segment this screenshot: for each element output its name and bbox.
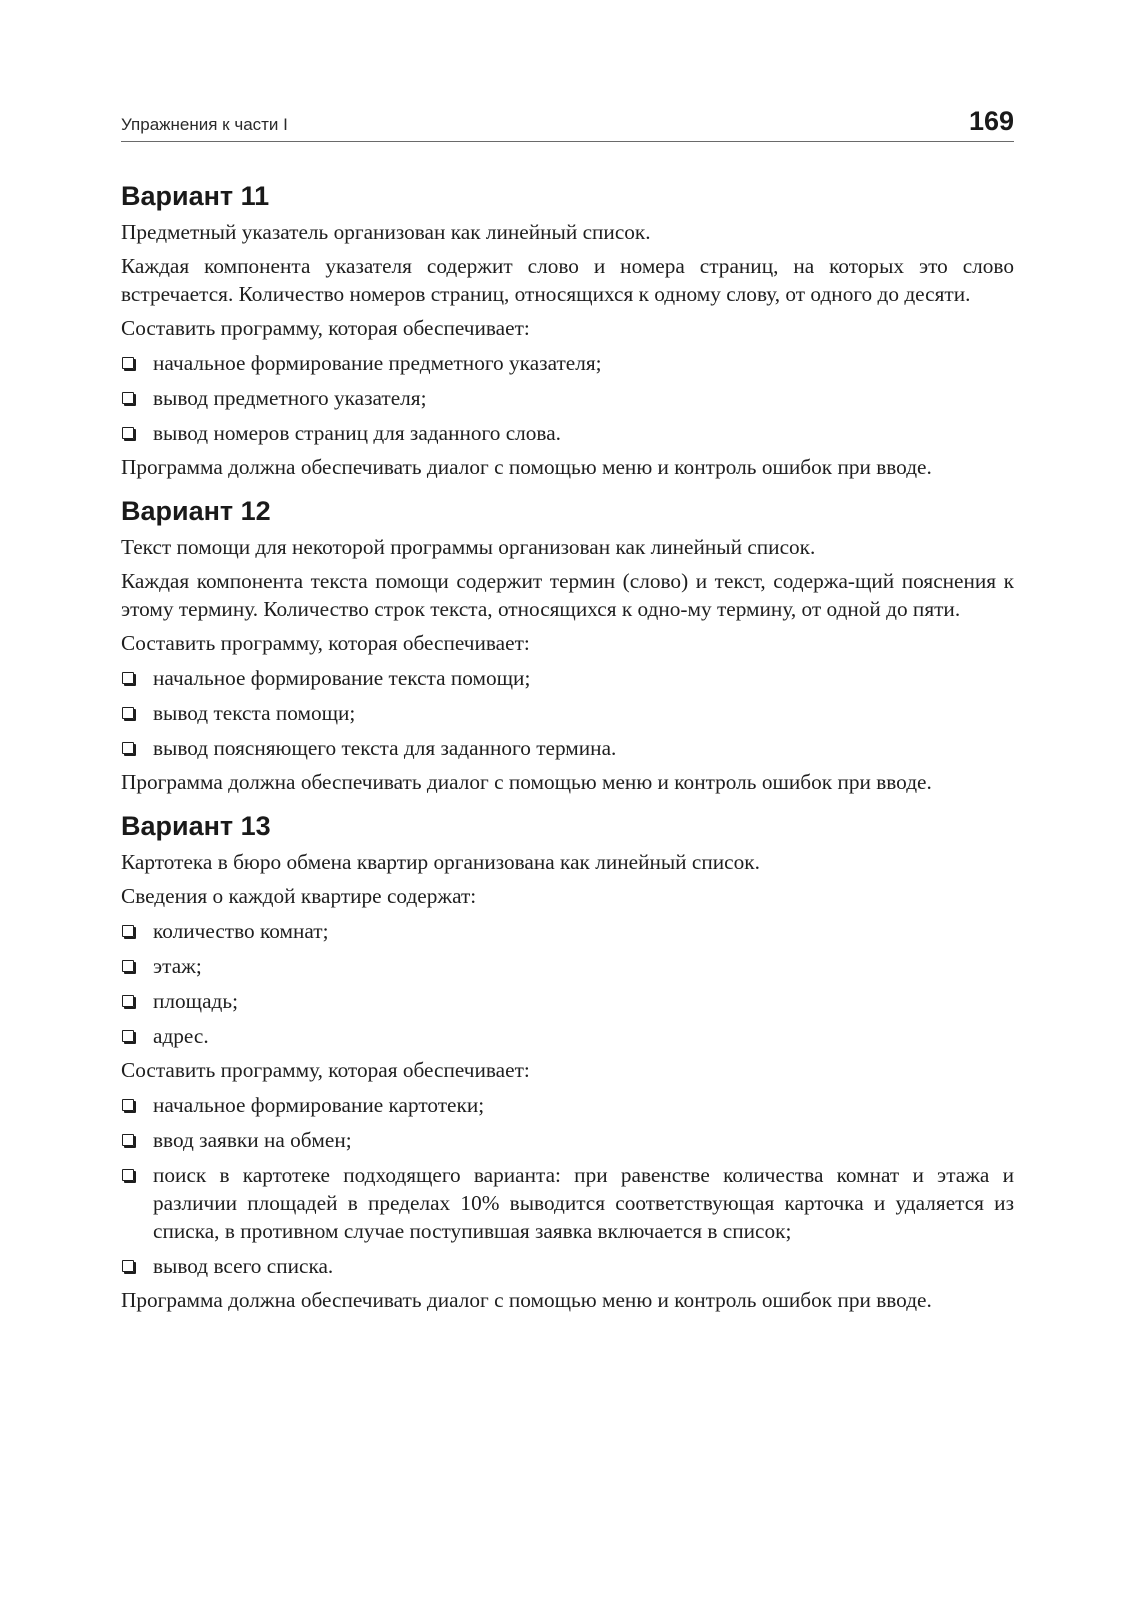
paragraph: Составить программу, которая обеспечивает: — [121, 631, 530, 655]
list-item-text: площадь; — [153, 989, 238, 1013]
paragraph: Каждая компонента указателя содержит слово и номера страниц, на которых это слово встречается. Количество номеров страниц, относящихся к одному слову, от одного до десяти. — [121, 254, 1014, 306]
task-list — [121, 349, 1014, 447]
list-item — [121, 987, 1014, 1015]
list-item — [121, 1252, 1014, 1280]
variant-11-section — [121, 180, 1014, 481]
checkbox-bullet-icon — [122, 672, 134, 684]
variant-12-section — [121, 495, 1014, 796]
paragraph: Предметный указатель организован как линейный список. — [121, 220, 651, 244]
list-item — [121, 664, 1014, 692]
list-item — [121, 1161, 1014, 1245]
list-item — [121, 349, 1014, 377]
list-item — [121, 952, 1014, 980]
running-header — [121, 108, 1014, 142]
checkbox-bullet-icon — [122, 742, 134, 754]
variant-13-section — [121, 810, 1014, 1314]
checkbox-bullet-icon — [122, 925, 134, 937]
variant-heading: Вариант 13 — [121, 811, 271, 841]
list-item-text: вывод текста помощи; — [153, 701, 356, 725]
checkbox-bullet-icon — [122, 1099, 134, 1111]
page-number: 169 — [968, 106, 1014, 136]
paragraph: Сведения о каждой квартире содержат: — [121, 884, 477, 908]
paragraph: Программа должна обеспечивать диалог с помощью меню и контроль ошибок при вводе. — [121, 1288, 932, 1312]
list-item — [121, 699, 1014, 727]
list-item-text: ввод заявки на обмен; — [153, 1128, 352, 1152]
list-item-text: начальное формирование картотеки; — [153, 1093, 485, 1117]
paragraph: Каждая компонента текста помощи содержит термин (слово) и текст, содержа-щий пояснения к этому термину. Количество строк текста, относящихся к одно-му термину, от одной до пяти. — [121, 569, 1014, 621]
book-page — [121, 108, 1014, 1314]
field-list — [121, 917, 1014, 1050]
list-item — [121, 1022, 1014, 1050]
running-header-title: Упражнения к части I — [121, 115, 288, 134]
list-item — [121, 384, 1014, 412]
variant-heading: Вариант 12 — [121, 496, 271, 526]
list-item-text: количество комнат; — [153, 919, 329, 943]
checkbox-bullet-icon — [122, 1169, 134, 1181]
paragraph: Картотека в бюро обмена квартир организована как линейный список. — [121, 850, 760, 874]
list-item-text: поиск в картотеке подходящего варианта: при равенстве количества комнат и этажа и различии площадей в пределах 10% выводится соответствующая карточка и удаляется из списка, в противном случае поступившая заявка включается в список; — [153, 1163, 1014, 1243]
list-item-text: адрес. — [153, 1024, 209, 1048]
checkbox-bullet-icon — [122, 1030, 134, 1042]
checkbox-bullet-icon — [122, 427, 134, 439]
checkbox-bullet-icon — [122, 960, 134, 972]
paragraph: Программа должна обеспечивать диалог с помощью меню и контроль ошибок при вводе. — [121, 455, 932, 479]
paragraph: Текст помощи для некоторой программы организован как линейный список. — [121, 535, 816, 559]
checkbox-bullet-icon — [122, 995, 134, 1007]
checkbox-bullet-icon — [122, 392, 134, 404]
list-item-text: вывод поясняющего текста для заданного термина. — [153, 736, 617, 760]
list-item — [121, 1091, 1014, 1119]
list-item — [121, 419, 1014, 447]
list-item-text: вывод номеров страниц для заданного слова. — [153, 421, 561, 445]
list-item — [121, 734, 1014, 762]
paragraph: Программа должна обеспечивать диалог с помощью меню и контроль ошибок при вводе. — [121, 770, 932, 794]
list-item — [121, 1126, 1014, 1154]
list-item — [121, 917, 1014, 945]
paragraph: Составить программу, которая обеспечивает: — [121, 316, 530, 340]
task-list — [121, 664, 1014, 762]
list-item-text: этаж; — [153, 954, 202, 978]
checkbox-bullet-icon — [122, 1260, 134, 1272]
task-list — [121, 1091, 1014, 1280]
paragraph: Составить программу, которая обеспечивает: — [121, 1058, 530, 1082]
checkbox-bullet-icon — [122, 707, 134, 719]
list-item-text: вывод всего списка. — [153, 1254, 334, 1278]
list-item-text: вывод предметного указателя; — [153, 386, 427, 410]
list-item-text: начальное формирование предметного указателя; — [153, 351, 602, 375]
list-item-text: начальное формирование текста помощи; — [153, 666, 531, 690]
variant-heading: Вариант 11 — [121, 181, 270, 211]
checkbox-bullet-icon — [122, 1134, 134, 1146]
checkbox-bullet-icon — [122, 357, 134, 369]
